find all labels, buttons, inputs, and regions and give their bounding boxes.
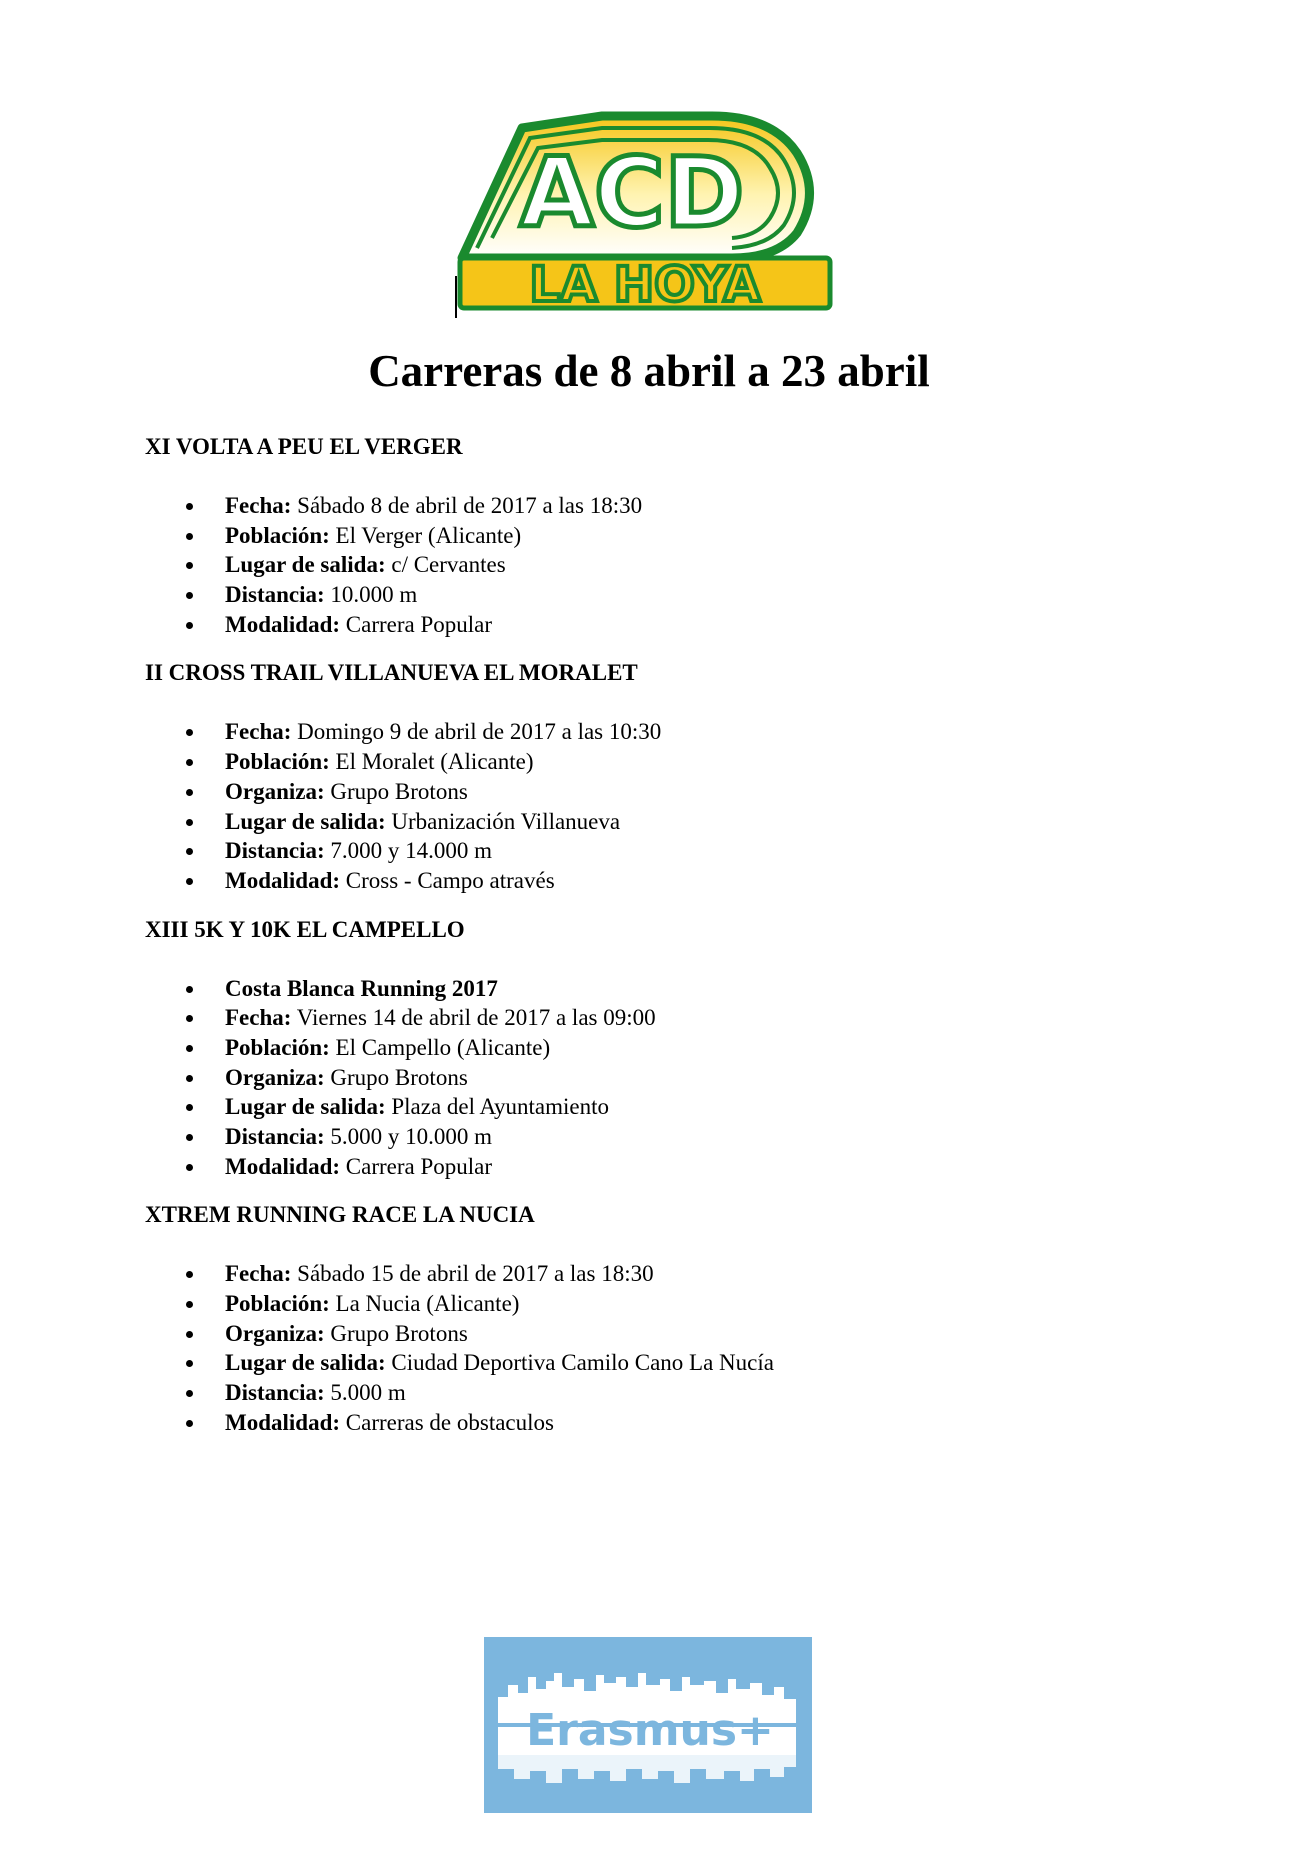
bullet-icon [186, 1104, 193, 1111]
race-title: XTREM RUNNING RACE LA NUCIA [145, 1202, 535, 1228]
list-item: Modalidad: Carreras de obstaculos [145, 1408, 1195, 1438]
bullet-icon [186, 1301, 193, 1308]
list-item: Modalidad: Cross - Campo através [145, 866, 1195, 896]
race-listing [145, 432, 1195, 1457]
bullet-icon [186, 1390, 193, 1397]
race-details-list [145, 974, 1195, 1182]
race-title: XI VOLTA A PEU EL VERGER [145, 434, 463, 459]
erasmus-text: Erasmus+ [526, 1705, 774, 1756]
list-item: Organiza: Grupo Brotons [145, 777, 1195, 807]
bullet-icon [186, 789, 193, 796]
list-item: Distancia: 5.000 m [145, 1378, 1195, 1408]
list-item: Organiza: Grupo Brotons [145, 1319, 1195, 1349]
bullet-icon [186, 878, 193, 885]
bullet-icon [186, 1134, 193, 1141]
erasmus-plus-logo [484, 1637, 812, 1813]
bullet-icon [186, 729, 193, 736]
bullet-icon [186, 759, 193, 766]
list-item: Fecha: Viernes 14 de abril de 2017 a las 09:00 [145, 1003, 1195, 1033]
list-item: Modalidad: Carrera Popular [145, 610, 1195, 640]
race-section [145, 658, 1195, 895]
bullet-icon [186, 1015, 193, 1022]
list-item: Distancia: 5.000 y 10.000 m [145, 1122, 1195, 1152]
race-section [145, 915, 1195, 1182]
list-item: Modalidad: Carrera Popular [145, 1152, 1195, 1182]
bullet-icon [186, 986, 193, 993]
list-item: Fecha: Sábado 8 de abril de 2017 a las 18:30 [145, 491, 1195, 521]
bullet-icon [186, 819, 193, 826]
page-title: Carreras de 8 abril a 23 abril [368, 346, 930, 396]
race-section [145, 1200, 1195, 1437]
list-item: Organiza: Grupo Brotons [145, 1063, 1195, 1093]
race-details-list [145, 491, 1195, 639]
race-title: II CROSS TRAIL VILLANUEVA EL MORALET [145, 660, 638, 686]
bullet-icon [186, 592, 193, 599]
list-item: Fecha: Sábado 15 de abril de 2017 a las 18:30 [145, 1259, 1195, 1289]
bullet-icon [186, 1271, 193, 1278]
race-details-list [145, 1259, 1195, 1437]
bullet-icon [186, 848, 193, 855]
bullet-icon [186, 503, 193, 510]
list-item: Lugar de salida: Ciudad Deportiva Camilo Cano La Nucía [145, 1348, 1195, 1378]
bullet-icon [186, 562, 193, 569]
bullet-icon [186, 1075, 193, 1082]
bullet-icon [186, 1164, 193, 1171]
list-item: Costa Blanca Running 2017 [145, 974, 1195, 1004]
bullet-icon [186, 533, 193, 540]
list-item: Población: La Nucia (Alicante) [145, 1289, 1195, 1319]
bullet-icon [186, 622, 193, 629]
bullet-icon [186, 1045, 193, 1052]
list-item: Distancia: 10.000 m [145, 580, 1195, 610]
logo-bottom-text: LA HOYA [529, 257, 761, 313]
list-item: Fecha: Domingo 9 de abril de 2017 a las 10:30 [145, 717, 1195, 747]
bullet-icon [186, 1420, 193, 1427]
race-title: XIII 5K Y 10K EL CAMPELLO [145, 916, 465, 942]
race-details-list [145, 717, 1195, 895]
list-item: Lugar de salida: c/ Cervantes [145, 550, 1195, 580]
logo-top-text: ACD [519, 137, 745, 249]
race-section [145, 432, 1195, 639]
list-item: Población: El Campello (Alicante) [145, 1033, 1195, 1063]
list-item: Población: El Verger (Alicante) [145, 521, 1195, 551]
list-item: Lugar de salida: Plaza del Ayuntamiento [145, 1092, 1195, 1122]
list-item: Lugar de salida: Urbanización Villanueva [145, 807, 1195, 837]
acd-la-hoya-logo [452, 108, 837, 318]
list-item: Población: El Moralet (Alicante) [145, 747, 1195, 777]
list-item: Distancia: 7.000 y 14.000 m [145, 836, 1195, 866]
bullet-icon [186, 1331, 193, 1338]
bullet-icon [186, 1360, 193, 1367]
